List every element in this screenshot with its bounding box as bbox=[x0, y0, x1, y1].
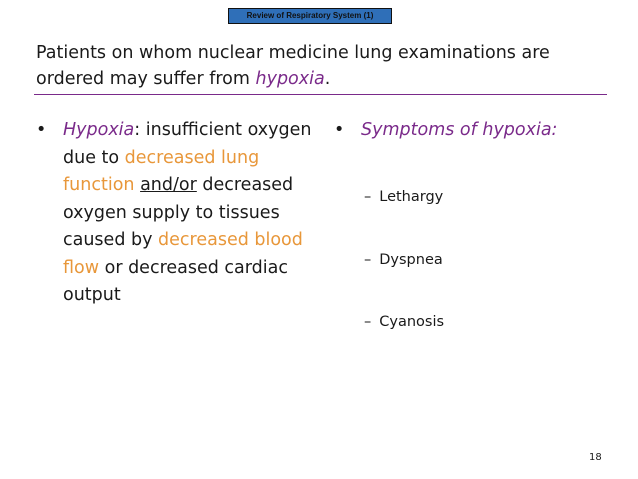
section-badge: Review of Respiratory System (1) bbox=[228, 8, 392, 24]
symptoms-heading: Symptoms of hypoxia: bbox=[361, 120, 558, 140]
definition-text-1: insufficient oxygen due to bbox=[63, 120, 312, 168]
symptom-item bbox=[364, 189, 443, 205]
title-highlight: hypoxia bbox=[255, 69, 325, 89]
symptom-label: Lethargy bbox=[379, 189, 444, 205]
left-column bbox=[36, 117, 326, 310]
title-end: . bbox=[324, 69, 331, 89]
dash-icon: – bbox=[364, 189, 372, 205]
definition-text-2: decreased oxygen supply to tissues caused by bbox=[63, 175, 294, 250]
symptom-label: Dyspnea bbox=[379, 252, 443, 268]
right-column bbox=[334, 117, 624, 145]
and-or: and/or bbox=[140, 175, 197, 195]
dash-icon: – bbox=[364, 314, 372, 330]
symptom-label: Cyanosis bbox=[379, 314, 445, 330]
page-number: 18 bbox=[589, 452, 602, 463]
hypoxia-definition bbox=[36, 117, 326, 310]
decreased-blood-flow: decreased blood flow bbox=[63, 230, 303, 278]
title-text: Patients on whom nuclear medicine lung examinations are ordered may suffer from bbox=[36, 43, 550, 89]
dash-icon: – bbox=[364, 252, 372, 268]
hypoxia-term: Hypoxia bbox=[63, 120, 135, 140]
slide-title bbox=[36, 40, 616, 92]
bullet-icon: • bbox=[36, 120, 47, 140]
definition-colon: : bbox=[134, 120, 146, 140]
title-divider bbox=[34, 94, 607, 95]
definition-text-3: or decreased cardiac output bbox=[63, 257, 288, 305]
symptom-item bbox=[364, 314, 444, 330]
symptoms-heading-row bbox=[334, 117, 624, 145]
bullet-icon: • bbox=[334, 120, 345, 140]
decreased-lung-function: decreased lung function bbox=[63, 147, 260, 195]
symptom-item bbox=[364, 252, 443, 268]
